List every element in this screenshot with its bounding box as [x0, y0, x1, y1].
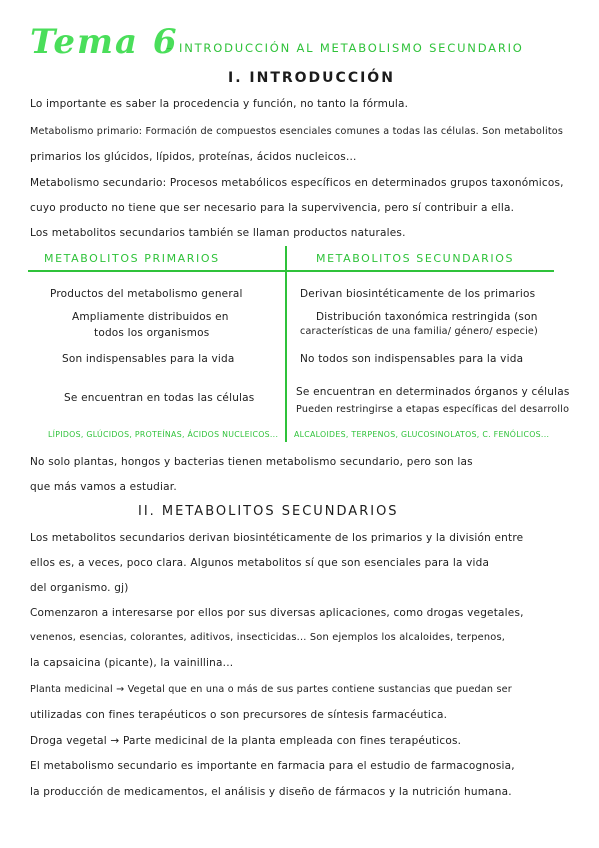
section2-line-1: Los metabolitos secundarios derivan biosintéticamente de los primarios y la división entre — [30, 532, 524, 544]
table-col1-row-4: Son indispensables para la vida — [62, 353, 235, 365]
section2-line-5: venenos, esencias, colorantes, aditivos, insecticidas... Son ejemplos los alcaloides, terpenos, — [30, 632, 506, 643]
table-col1-row-2: Ampliamente distribuidos en — [72, 311, 229, 323]
table-col2-row-3: características de una familia/ género/ especie) — [300, 326, 538, 337]
section2-line-3: del organismo. gj) — [30, 582, 129, 594]
section1-line-3: primarios los glúcidos, lípidos, proteínas, ácidos nucleicos... — [30, 151, 357, 163]
tema-subtitle: – INTRODUCCIÓN AL METABOLISMO SECUNDARIO — [166, 41, 524, 55]
table-divider — [285, 246, 287, 442]
table-header-rule — [28, 270, 554, 272]
table-col2-row-6: Pueden restringirse a etapas específicas del desarrollo — [296, 404, 570, 415]
table-col2-row-1: Derivan biosintéticamente de los primarios — [300, 288, 536, 300]
section2-line-2: ellos es, a veces, poco clara. Algunos metabolitos sí que son esenciales para la vida — [30, 557, 490, 569]
table-col1-row-3: todos los organismos — [94, 327, 210, 339]
after-table-line-1: No solo plantas, hongos y bacterias tienen metabolismo secundario, pero son las — [30, 456, 473, 468]
section2-line-9: Droga vegetal → Parte medicinal de la planta empleada con fines terapéuticos. — [30, 735, 462, 747]
section1-title: I. INTRODUCCIÓN — [228, 70, 395, 86]
section2-line-4: Comenzaron a interesarse por ellos por sus diversas aplicaciones, como drogas vegetales, — [30, 607, 524, 619]
table-col1-examples: LÍPIDOS, GLÚCIDOS, PROTEÍNAS, ÁCIDOS NUCLEICOS... — [48, 430, 279, 439]
table-col2-header: METABOLITOS SECUNDARIOS — [316, 252, 515, 265]
table-col2-row-5: Se encuentran en determinados órganos y células — [296, 386, 570, 398]
section1-line-4: Metabolismo secundario: Procesos metabólicos específicos en determinados grupos taxonómicos, — [30, 177, 564, 189]
section2-line-8: utilizadas con fines terapéuticos o son precursores de síntesis farmacéutica. — [30, 709, 448, 721]
section2-line-6: la capsaicina (picante), la vainillina... — [30, 657, 234, 669]
section1-line-2: Metabolismo primario: Formación de compuestos esenciales comunes a todas las células. Son metabolitos — [30, 126, 564, 137]
table-col1-row-1: Productos del metabolismo general — [50, 288, 243, 300]
section2-title: II. METABOLITOS SECUNDARIOS — [138, 504, 399, 519]
section1-line-6: Los metabolitos secundarios también se llaman productos naturales. — [30, 227, 406, 239]
section1-line-1: Lo importante es saber la procedencia y función, no tanto la fórmula. — [30, 98, 409, 110]
section2-line-7: Planta medicinal → Vegetal que en una o más de sus partes contiene sustancias que puedan ser — [30, 684, 512, 695]
section1-line-5: cuyo producto no tiene que ser necesario para la supervivencia, pero sí contribuir a ella. — [30, 202, 515, 214]
section2-line-11: la producción de medicamentos, el análisis y diseño de fármacos y la nutrición humana. — [30, 786, 512, 798]
after-table-line-2: que más vamos a estudiar. — [30, 481, 177, 493]
table-col1-row-5: Se encuentran en todas las células — [64, 392, 255, 404]
table-col2-row-4: No todos son indispensables para la vida — [300, 353, 524, 365]
table-col1-header: METABOLITOS PRIMARIOS — [44, 252, 220, 265]
table-col2-row-2: Distribución taxonómica restringida (son — [316, 311, 538, 323]
table-col2-examples: ALCALOIDES, TERPENOS, GLUCOSINOLATOS, C. FENÓLICOS... — [294, 430, 550, 439]
tema-title: Tema 6 — [30, 22, 179, 62]
section2-line-10: El metabolismo secundario es importante en farmacia para el estudio de farmacognosia, — [30, 760, 515, 772]
